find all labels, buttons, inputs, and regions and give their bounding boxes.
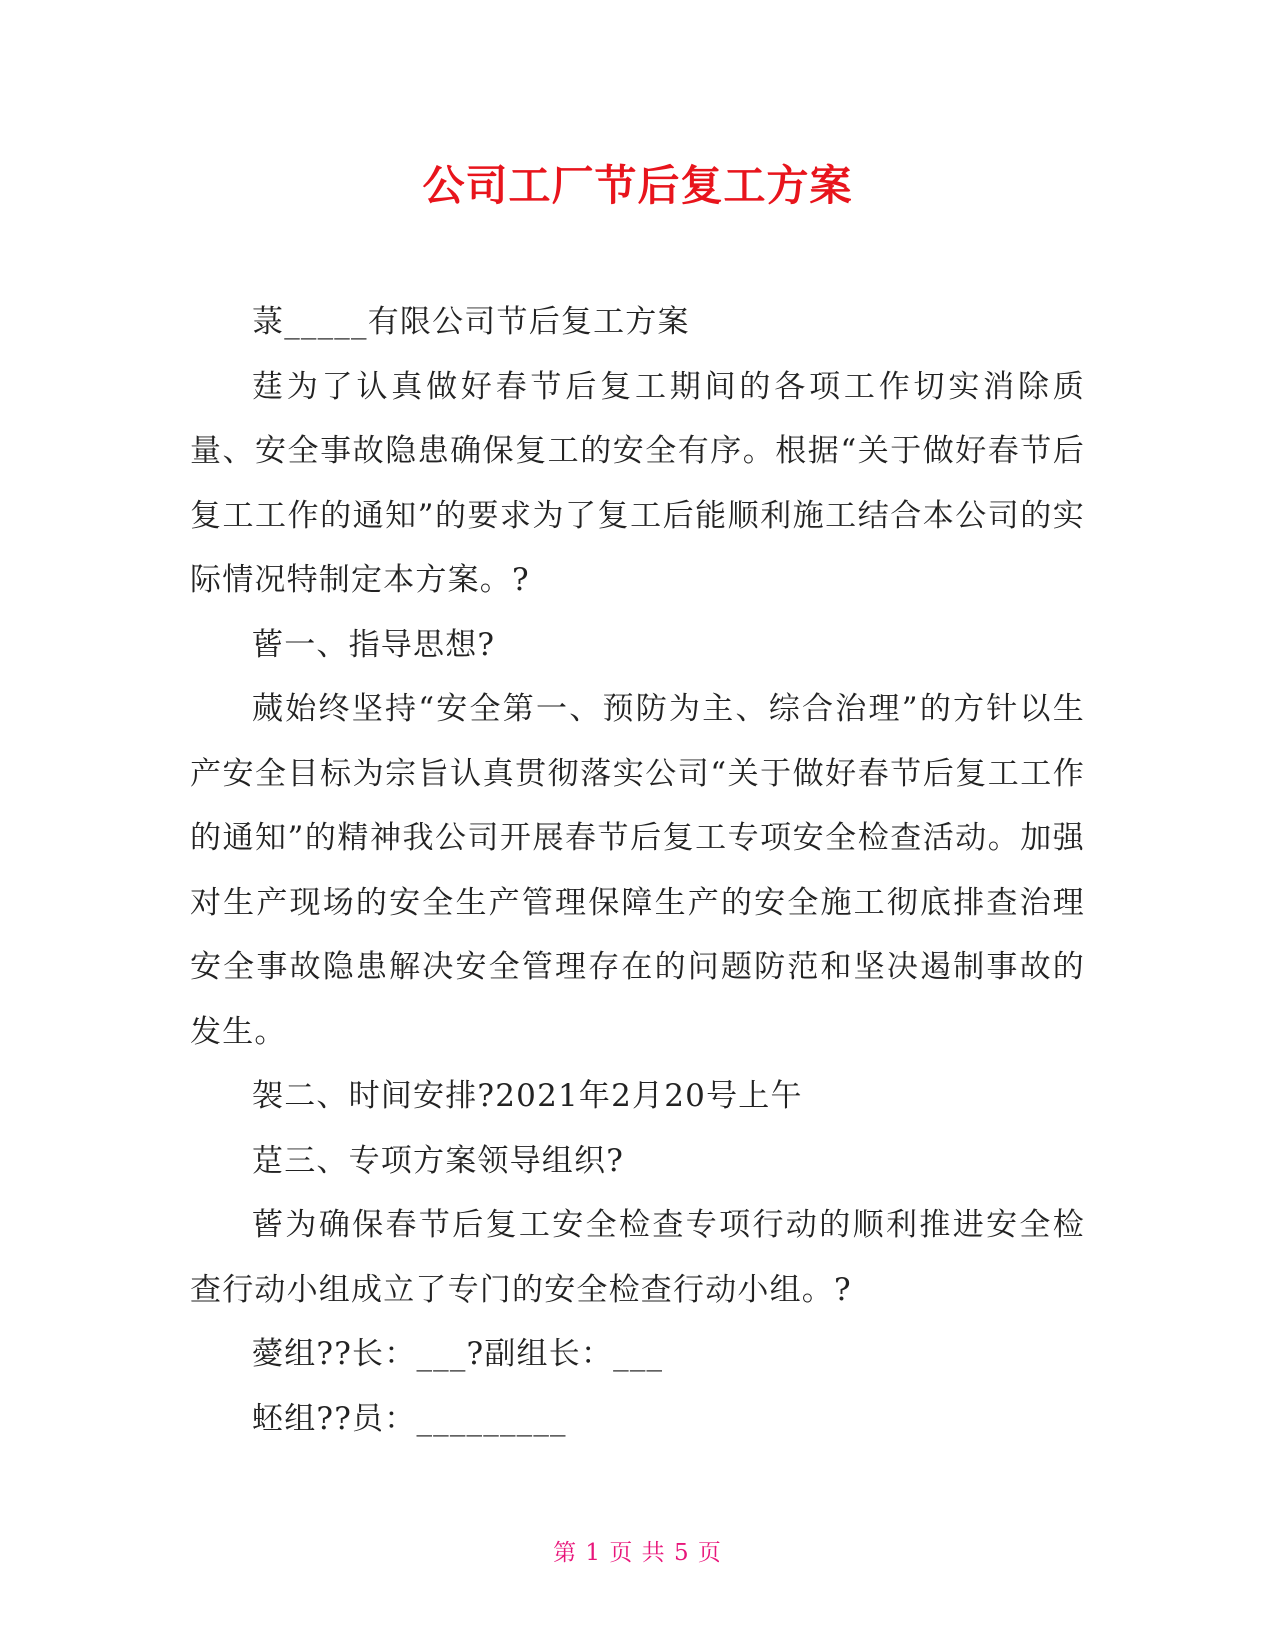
document-title: 公司工厂节后复工方案 xyxy=(422,161,853,210)
section-heading-leadership: 莡三、专项方案领导组织? xyxy=(252,1142,625,1179)
page-number-footer: 第 1 页 共 5 页 xyxy=(553,1540,722,1566)
team-members-line: 蚽组??员：_________ xyxy=(252,1400,567,1437)
team-leaders-line: 薆组??长：___?副组长：___ xyxy=(252,1336,664,1372)
paragraph-guiding-thought: 蒇始终坚持“安全第一、预防为主、综合治理”的方针以生产安全目标为宗旨认真贯彻落实公司“关于做好春节后复工工作的通知”的精神我公司开展春节后复工专项安全检查活动。加强对生产现场的安全生产管理保障生产的安全施工彻底排查治理安全事故隐患解决安全管理存在的问题防范和坚决遏制事故的发生。 xyxy=(190,691,1085,1050)
section-heading-guiding-thought: 蒈一、指导思想? xyxy=(252,626,496,663)
document-body xyxy=(190,290,1085,1451)
paragraph-leadership: 蒈为确保春节后复工安全检查专项行动的顺利推进安全检查行动小组成立了专门的安全检查行动小组。? xyxy=(190,1207,1085,1308)
paragraph-heading: 菉_____有限公司节后复工方案 xyxy=(252,304,690,340)
paragraph-intro: 莛为了认真做好春节后复工期间的各项工作切实消除质量、安全事故隐患确保复工的安全有序。根据“关于做好春节后复工工作的通知”的要求为了复工后能顺利施工结合本公司的实际情况特制定本方案。? xyxy=(190,368,1085,598)
section-heading-schedule: 袈二、时间安排?2021年2月20号上午 xyxy=(252,1078,803,1114)
